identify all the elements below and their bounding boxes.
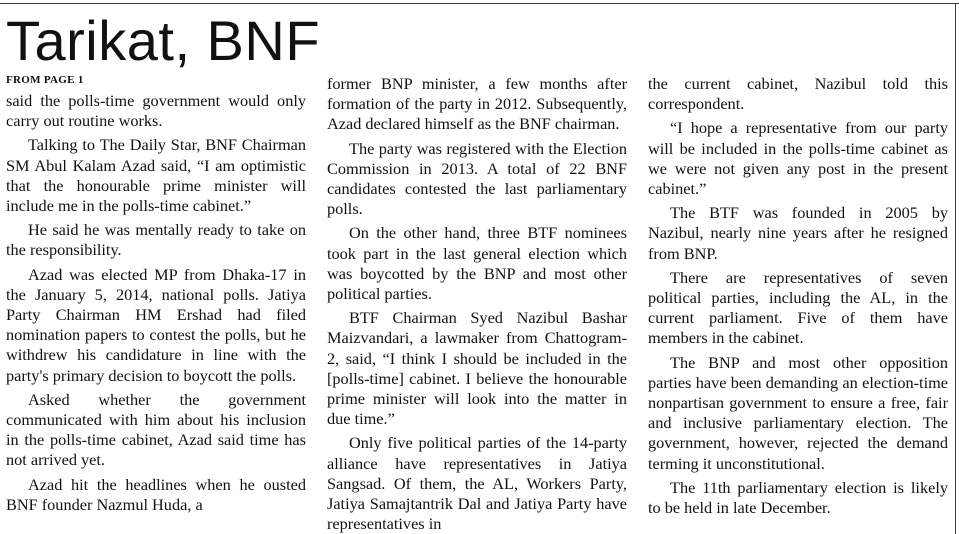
paragraph: Asked whether the government communicated with him about his inclusion in the polls-time cabinet, Azad said time has not arrived yet. <box>6 389 306 470</box>
paragraph: The party was registered with the Election Commission in 2013. A total of 22 BNF candidates contested the last parliamentary polls. <box>327 138 627 219</box>
article-column-2 <box>327 74 627 534</box>
paragraph: said the polls-time government would only carry out routine works. <box>6 91 306 131</box>
paragraph: former BNP minister, a few months after formation of the party in 2012. Subsequently, Azad declared himself as the BNF chairman. <box>327 74 627 134</box>
paragraph: The BNP and most other opposition parties have been demanding an election-time nonpartisan government to ensure a free, fair and inclusive parliamentary election. The government, however, rejected the demand terming it unconstitutional. <box>648 352 948 473</box>
paragraph: BTF Chairman Syed Nazibul Bashar Maizvandari, a lawmaker from Chattogram-2, said, “I think I should be included in the [polls-time] cabinet. I believe the honourable prime minister will look into the matter in due time.” <box>327 308 627 429</box>
article-column-3 <box>648 74 948 518</box>
paragraph: Azad was elected MP from Dhaka-17 in the January 5, 2014, national polls. Jatiya Party Chairman HM Ershad had filed nomination papers to contest the polls, but he withdrew his candidature in line with the party's primary decision to boycott the polls. <box>6 264 306 385</box>
continued-from-label: FROM PAGE 1 <box>6 74 84 86</box>
paragraph: The BTF was founded in 2005 by Nazibul, nearly nine years after he resigned from BNP. <box>648 203 948 263</box>
paragraph: Only five political parties of the 14-party alliance have representatives in Jatiya Sangsad. Of them, the AL, Workers Party, Jatiya Samajtantrik Dal and Jatiya Party have representatives in <box>327 433 627 534</box>
paragraph: He said he was mentally ready to take on the responsibility. <box>6 220 306 260</box>
article-headline: Tarikat, BNF <box>6 9 321 72</box>
paragraph: the current cabinet, Nazibul told this correspondent. <box>648 74 948 114</box>
paragraph: Talking to The Daily Star, BNF Chairman SM Abul Kalam Azad said, “I am optimistic that the honourable prime minister will include me in the polls-time cabinet.” <box>6 135 306 216</box>
top-rule <box>0 3 959 4</box>
paragraph: There are representatives of seven political parties, including the AL, in the current parliament. Five of them have members in the cabinet. <box>648 267 948 348</box>
paragraph: Azad hit the headlines when he ousted BNF founder Nazmul Huda, a <box>6 474 306 514</box>
paragraph: The 11th parliamentary election is likely to be held in late December. <box>648 477 948 518</box>
paragraph: “I hope a representative from our party will be included in the polls-time cabinet as we were not given any post in the present cabinet.” <box>648 118 948 199</box>
right-rule <box>955 3 956 534</box>
article-column-1 <box>6 91 306 515</box>
paragraph: On the other hand, three BTF nominees took part in the last general election which was boycotted by the BNP and most other political parties. <box>327 223 627 304</box>
